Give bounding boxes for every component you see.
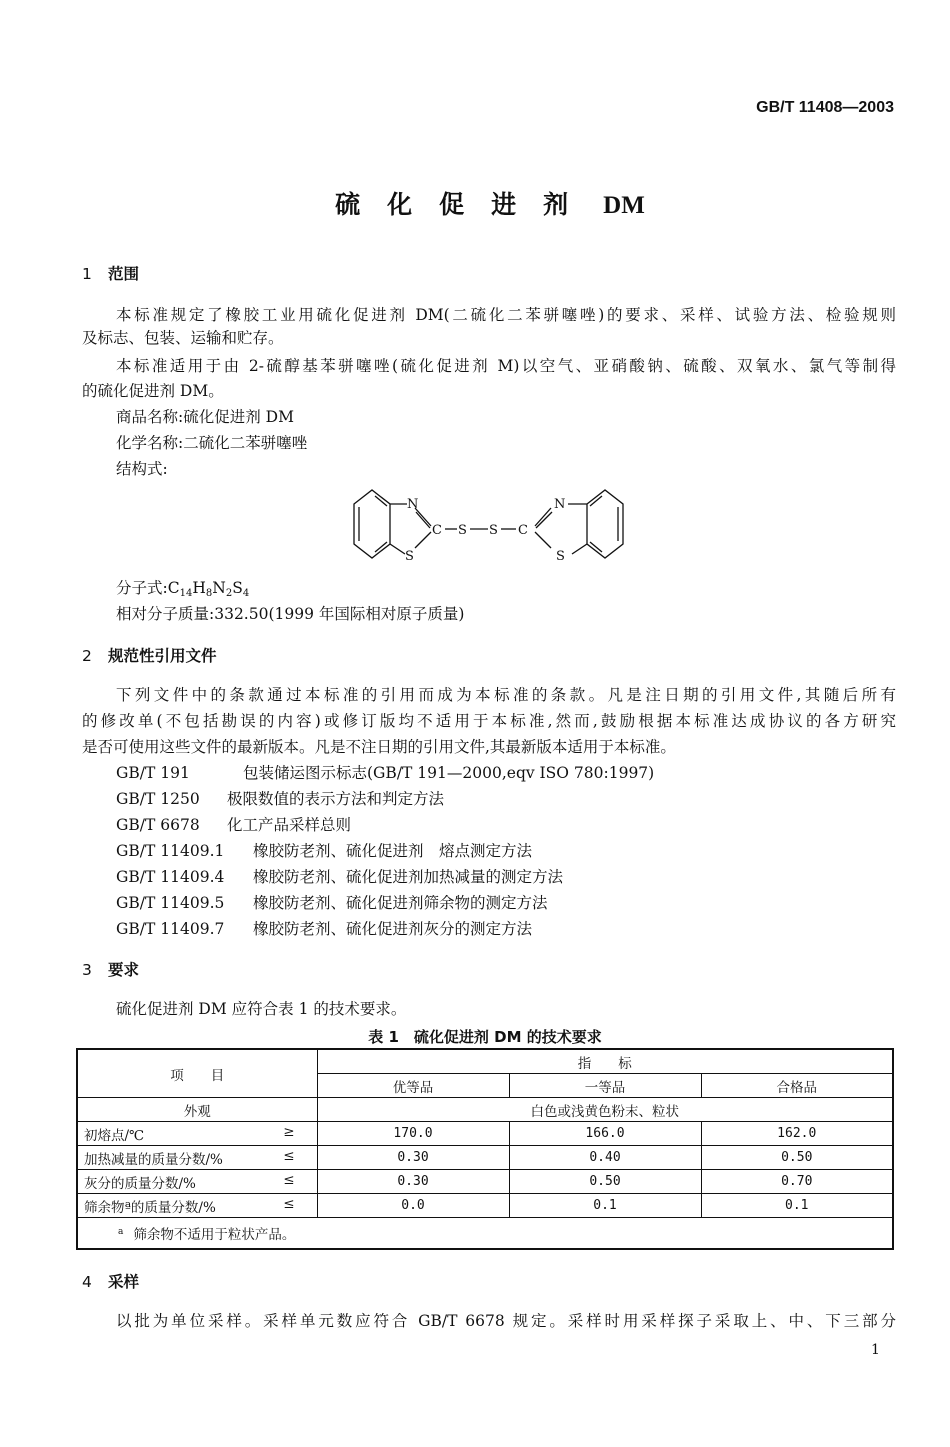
section-title: 要求	[108, 961, 140, 979]
molecular-formula: 分子式$:C_{14}H_8N_2S_4$	[116, 579, 250, 599]
table-row	[77, 1098, 893, 1122]
document-title	[0, 185, 950, 221]
paragraph-line: 硫化促进剂 DM 应符合表 1 的技术要求。	[116, 1000, 407, 1018]
table-footnote: $^a$ 筛余物不适用于粒状产品。	[77, 1218, 893, 1250]
table-row	[77, 1122, 893, 1146]
row-value: 0.0	[317, 1194, 509, 1218]
atom-s-bridge-1: S	[458, 523, 467, 538]
row-value: 162.0	[701, 1122, 893, 1146]
normative-reference: GB/T 11409.4 橡胶防老剂、硫化促进剂加热减量的测定方法	[116, 868, 564, 886]
table-footnote-row	[77, 1218, 893, 1250]
section-title: 采样	[108, 1273, 140, 1291]
section-number: 4	[82, 1273, 92, 1291]
structural-formula-diagram	[345, 482, 635, 574]
atom-c-left: C	[432, 523, 442, 538]
row-value: 0.70	[701, 1170, 893, 1194]
section-number: 3	[82, 961, 92, 979]
atom-s-right: S	[556, 549, 565, 564]
row-value: 0.30	[317, 1170, 509, 1194]
structure-label: 结构式:	[116, 460, 168, 478]
paragraph-line: 是否可使用这些文件的最新版本。凡是不注日期的引用文件,其最新版本适用于本标准。	[82, 738, 676, 756]
row-value: 0.1	[509, 1194, 701, 1218]
row-value: 0.30	[317, 1146, 509, 1170]
row-value: 0.50	[509, 1170, 701, 1194]
atom-s-bridge-2: S	[489, 523, 498, 538]
section-title: 范围	[108, 265, 140, 283]
atom-s-left: S	[405, 549, 414, 564]
row-value: 0.50	[701, 1146, 893, 1170]
grade-header: 合格品	[701, 1074, 893, 1098]
row-value: 166.0	[509, 1122, 701, 1146]
row-value: 170.0	[317, 1122, 509, 1146]
table-row	[77, 1194, 893, 1218]
normative-reference: GB/T 1250 极限数值的表示方法和判定方法	[116, 790, 445, 808]
section-4-heading	[82, 1270, 139, 1292]
table-row	[77, 1170, 893, 1194]
row-item: 筛余物ª的质量分数/% ≤	[77, 1194, 317, 1218]
normative-reference: GB/T 11409.7 橡胶防老剂、硫化促进剂灰分的测定方法	[116, 920, 533, 938]
atom-c-right: C	[518, 523, 528, 538]
normative-reference: GB/T 6678 化工产品采样总则	[116, 816, 352, 834]
normative-reference: GB/T 191 包装储运图示标志(GB/T 191—2000,eqv ISO 780:1997)	[116, 764, 655, 782]
table-caption: 表 1 硫化促进剂 DM 的技术要求	[368, 1028, 602, 1046]
row-value: 0.40	[509, 1146, 701, 1170]
page-number: 1	[871, 1342, 880, 1358]
paragraph-line: 的硫化促进剂 DM。	[82, 382, 224, 400]
trade-name: 商品名称:硫化促进剂 DM	[116, 408, 294, 426]
standard-number: GB/T 11408—2003	[756, 99, 894, 116]
paragraph-line: 本标准规定了橡胶工业用硫化促进剂 DM(二硫化二苯骈噻唑)的要求、采样、试验方法、检验规则	[116, 306, 896, 324]
title-english: DM	[603, 192, 645, 219]
normative-reference: GB/T 11409.1 橡胶防老剂、硫化促进剂 熔点测定方法	[116, 842, 533, 860]
row-value: 0.1	[701, 1194, 893, 1218]
section-2-heading	[82, 644, 217, 666]
grade-header: 优等品	[317, 1074, 509, 1098]
paragraph-line: 及标志、包装、运输和贮存。	[82, 329, 284, 347]
item-header: 项 目	[77, 1049, 317, 1098]
paragraph-line: 以批为单位采样。采样单元数应符合 GB/T 6678 规定。采样时用采样探子采取上、中、下三部分	[116, 1312, 896, 1330]
chemical-name: 化学名称:二硫化二苯骈噻唑	[116, 434, 308, 452]
row-value: 白色或浅黄色粉末、粒状	[317, 1098, 893, 1122]
section-number: 2	[82, 647, 92, 665]
paragraph-line: 的修改单(不包括勘误的内容)或修订版均不适用于本标准,然而,鼓励根据本标准达成协议的各方研究	[82, 712, 896, 730]
atom-n-left: N	[407, 497, 419, 512]
grade-header: 一等品	[509, 1074, 701, 1098]
row-item: 初熔点/℃ ≥	[77, 1122, 317, 1146]
row-item: 加热减量的质量分数/% ≤	[77, 1146, 317, 1170]
row-item: 外观	[77, 1098, 317, 1122]
table-row	[77, 1146, 893, 1170]
normative-reference: GB/T 11409.5 橡胶防老剂、硫化促进剂筛余物的测定方法	[116, 894, 548, 912]
section-3-heading	[82, 958, 139, 980]
section-number: 1	[82, 265, 92, 283]
technical-requirements-table	[76, 1048, 892, 1250]
section-title: 规范性引用文件	[108, 647, 217, 665]
molecular-mass: 相对分子质量:332.50(1999 年国际相对原子质量)	[116, 605, 465, 623]
paragraph-line: 下列文件中的条款通过本标准的引用而成为本标准的条款。凡是注日期的引用文件,其随后所有	[116, 686, 896, 704]
title-chinese: 硫化促进剂	[335, 190, 596, 219]
row-item: 灰分的质量分数/% ≤	[77, 1170, 317, 1194]
index-header: 指 标	[317, 1049, 893, 1074]
atom-n-right: N	[554, 497, 566, 512]
paragraph-line: 本标准适用于由 2-硫醇基苯骈噻唑(硫化促进剂 M)以空气、亚硝酸钠、硫酸、双氧水、氯气等制得	[116, 357, 896, 375]
section-1-heading	[82, 262, 139, 284]
